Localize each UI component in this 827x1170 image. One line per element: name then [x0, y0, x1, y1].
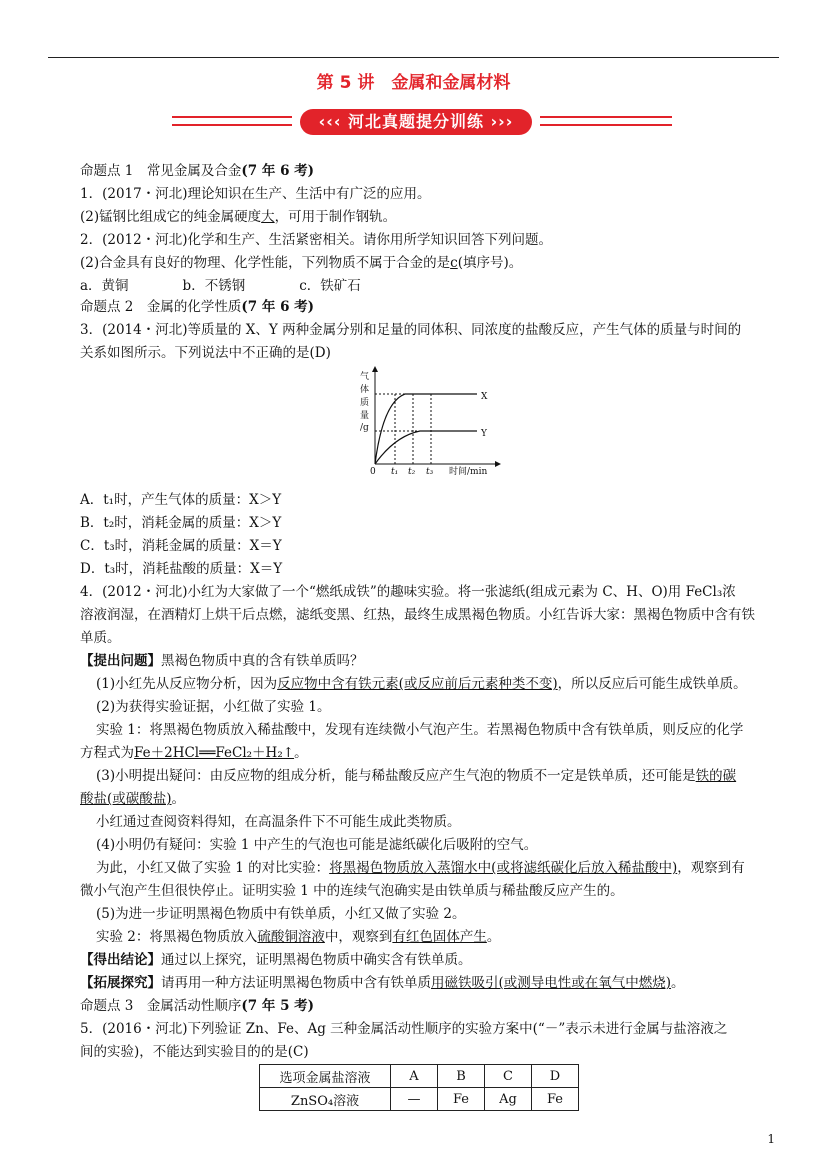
table-cell: Fe [532, 1088, 579, 1111]
part-text: (3)小明提出疑问：由反应物的组成分析，能与稀盐酸反应产生气泡的物质不一定是铁单质，还可能是 [96, 768, 696, 784]
topic-heading-text: 命题点 2 金属的化学性质 [80, 299, 242, 315]
answer: 铁的碳 [695, 768, 737, 784]
question-options: a．黄铜 b．不锈钢 c．铁矿石 [80, 278, 361, 294]
question-part [96, 858, 745, 878]
part-text: ，所以反应后可能生成铁单质。 [557, 676, 747, 692]
y-axis-label: 气 [360, 372, 370, 382]
part-text: 中，观察到 [324, 929, 393, 945]
section-label: 【得出结论】 [80, 952, 161, 968]
topic-heading [80, 996, 314, 1016]
table-row [260, 1088, 579, 1111]
tick-label: t₂ [408, 467, 416, 477]
section-text: 。 [671, 975, 685, 991]
table-header-cell: C [485, 1065, 532, 1088]
gas-time-graph [345, 366, 505, 481]
question-part [80, 743, 308, 763]
answer: 用磁铁吸引(或测导电性或在氧气中燃烧) [431, 975, 672, 991]
question-part [80, 207, 396, 227]
question-part: (5)为进一步证明黑褐色物质中有铁单质，小红又做了实验 2。 [96, 906, 466, 922]
section-text: 请再用一种方法证明黑褐色物质中含有铁单质 [161, 975, 431, 991]
y-axis-label: 量 [360, 411, 370, 421]
question-part [96, 674, 747, 694]
table-cell: Ag [485, 1088, 532, 1111]
part-text: ，观察到有 [677, 860, 745, 876]
question-problem [80, 651, 364, 671]
table-header-cell: D [532, 1065, 579, 1088]
option: D．t₃时，消耗盐酸的质量：X＝Y [80, 561, 283, 577]
section-text: 黑褐色物质中真的含有铁单质吗？ [161, 653, 364, 669]
part-text: ，可用于制作钢轨。 [274, 209, 397, 225]
experiment-table [259, 1064, 579, 1111]
part-text: (填序号)。 [457, 255, 523, 271]
y-axis-label: 体 [360, 385, 370, 395]
table-cell: ZnSO₄溶液 [260, 1088, 391, 1111]
x-axis-label: 时间/min [449, 467, 488, 477]
answer: 反应物中含有铁元素(或反应前后元素种类不变) [277, 676, 558, 692]
banner-label: ‹‹‹ 河北真题提分训练 ››› [300, 109, 532, 135]
tick-label: t₃ [426, 467, 434, 477]
x-axis-arrow [495, 461, 501, 467]
section-label: 【拓展探究】 [80, 975, 161, 991]
question-extension [80, 973, 685, 993]
table-cell: — [391, 1088, 438, 1111]
question-stem: 3．(2014・河北)等质量的 X、Y 两种金属分别和足量的同体积、同浓度的盐酸反应，产生气体的质量与时间的 [80, 322, 742, 338]
table-header-cell: 选项金属盐溶液 [260, 1065, 391, 1088]
section-label: 【提出问题】 [80, 653, 161, 669]
question-part: (4)小明仍有疑问：实验 1 中产生的气泡也可能是滤纸碳化后吸附的空气。 [96, 837, 538, 853]
part-text: (1)小红先从反应物分析，因为 [96, 676, 278, 692]
answer: Fe＋2HCl══FeCl₂＋H₂↑ [134, 745, 295, 761]
topic-count: (7 年 6 考) [241, 299, 315, 315]
question-stem: 5．(2016・河北)下列验证 Zn、Fe、Ag 三种金属活动性顺序的实验方案中(“－”表示未进行金属与盐溶液之 [80, 1021, 728, 1037]
series-label: X [481, 392, 488, 402]
answer: 酸盐(或碳酸盐) [80, 791, 172, 807]
question-part [96, 927, 500, 947]
table-header-cell: B [438, 1065, 485, 1088]
y-axis-arrow [372, 366, 378, 372]
topic-heading [80, 297, 314, 317]
part-text: 。 [171, 791, 186, 807]
banner-left-line [172, 124, 292, 126]
question-part [80, 253, 522, 273]
question-stem: 单质。 [80, 630, 121, 646]
question-stem: 4．(2012・河北)小红为大家做了一个“燃纸成铁”的趣味实验。将一张滤纸(组成元素为 C、H、O)用 FeCl₃浓 [80, 584, 736, 600]
banner-right-line [540, 116, 672, 118]
part-text: 为此，小红又做了实验 1 的对比实验： [96, 860, 330, 876]
answer: 大 [261, 209, 275, 225]
table-cell: Fe [438, 1088, 485, 1111]
header-rule [48, 57, 779, 58]
table-header-cell: A [391, 1065, 438, 1088]
option: A．t₁时，产生气体的质量：X＞Y [80, 492, 282, 508]
part-text: 。 [486, 929, 501, 945]
answer: 硫酸铜溶液 [257, 929, 325, 945]
section-banner [172, 108, 672, 138]
topic-count: (7 年 6 考) [241, 163, 315, 179]
part-text: 实验 2：将黑褐色物质放入 [96, 929, 258, 945]
question-stem: 2．(2012・河北)化学和生产、生活紧密相关。请你用所学知识回答下列问题。 [80, 232, 552, 248]
topic-count: (7 年 5 考) [241, 998, 315, 1014]
question-part: 微小气泡产生但很快停止。证明实验 1 中的连续气泡确实是由铁单质与稀盐酸反应产生的。 [80, 883, 624, 899]
series-label: Y [481, 429, 487, 439]
part-text: (2)锰钢比组成它的纯金属硬度 [80, 209, 262, 225]
topic-heading-text: 命题点 1 常见金属及合金 [80, 163, 242, 179]
answer: 将黑褐色物质放入蒸馏水中(或将滤纸碳化后放入稀盐酸中) [329, 860, 678, 876]
question-part: 实验 1：将黑褐色物质放入稀盐酸中，发现有连续微小气泡产生。若黑褐色物质中含有铁单质，则反应的化学 [96, 722, 744, 738]
question-stem: 间的实验)，不能达到实验目的的是(C) [80, 1044, 309, 1060]
answer: c [450, 255, 458, 271]
answer: 有红色固体产生 [392, 929, 487, 945]
y-axis-label: 质 [360, 398, 370, 408]
question-part [96, 766, 736, 786]
part-text: 方程式为 [80, 745, 134, 761]
part-text: 。 [294, 745, 308, 761]
question-conclusion [80, 950, 472, 970]
question-part: 小红通过查阅资料得知，在高温条件下不可能生成此类物质。 [96, 814, 461, 830]
question-part [80, 789, 185, 809]
option: B．t₂时，消耗金属的质量：X＞Y [80, 515, 282, 531]
banner-left-line [172, 116, 292, 118]
part-text: (2)合金具有良好的物理、化学性能，下列物质不属于合金的是 [80, 255, 451, 271]
series-x-curve [375, 394, 477, 464]
question-stem: 关系如图所示。下列说法中不正确的是(D) [80, 345, 331, 361]
origin-label: 0 [370, 467, 376, 477]
topic-heading [80, 161, 314, 181]
question-stem: 1．(2017・河北)理论知识在生产、生活中有广泛的应用。 [80, 186, 431, 202]
topic-heading-text: 命题点 3 金属活动性顺序 [80, 998, 242, 1014]
section-text: 通过以上探究，证明黑褐色物质中确实含有铁单质。 [161, 952, 472, 968]
page-number: 1 [767, 1132, 775, 1146]
banner-right-line [540, 124, 672, 126]
tick-label: t₁ [391, 467, 399, 477]
option: C．t₃时，消耗金属的质量：X＝Y [80, 538, 282, 554]
question-part: (2)为获得实验证据，小红做了实验 1。 [96, 699, 331, 715]
question-stem: 溶液润湿，在酒精灯上烘干后点燃，滤纸变黑、红热，最终生成黑褐色物质。小红告诉大家：黑褐色物质中含有铁 [80, 607, 755, 623]
page-title: 第 5 讲 金属和金属材料 [316, 73, 511, 93]
series-y-curve [375, 431, 477, 464]
y-axis-label: /g [360, 423, 369, 433]
table-row [260, 1065, 579, 1088]
